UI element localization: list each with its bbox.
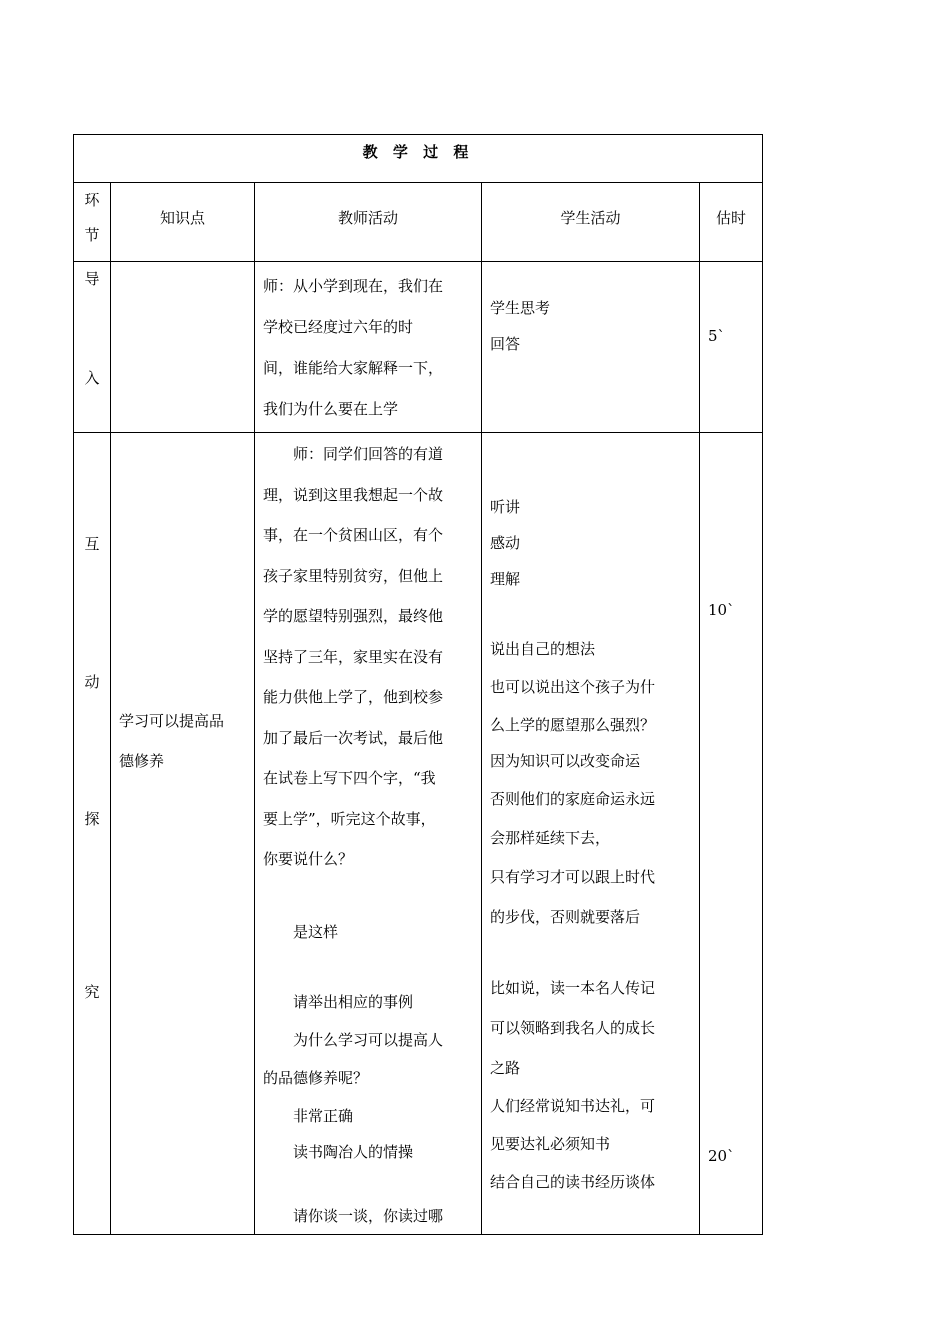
intro-teacher-line: 间，谁能给大家解释一下， — [263, 359, 444, 377]
explore-teacher-line: 理，说到这里我想起一个故 — [263, 485, 444, 504]
explore-stage-char: 究 — [84, 983, 100, 1001]
header-student: 学生活动 — [482, 183, 700, 262]
explore-time-cell — [700, 433, 763, 1235]
explore-teacher-line: 要上学”，听完这个故事， — [263, 809, 436, 828]
explore-teacher-line: 请举出相应的事例 — [293, 992, 414, 1011]
explore-time-1: 10` — [708, 601, 735, 619]
intro-student-line: 学生思考 — [490, 299, 551, 317]
explore-knowledge-line: 德修养 — [119, 752, 165, 770]
explore-teacher-line: 学的愿望特别强烈，最终他 — [263, 607, 444, 625]
explore-stage-char: 互 — [84, 535, 100, 553]
explore-teacher — [255, 433, 482, 1235]
explore-student-line: 人们经常说知书达礼，可 — [490, 1097, 656, 1115]
explore-time-2: 20` — [708, 1147, 735, 1165]
explore-teacher-line: 是这样 — [293, 922, 339, 941]
explore-student-line: 只有学习才可以跟上时代 — [490, 868, 656, 886]
intro-stage — [74, 262, 111, 433]
header-stage-char: 节 — [84, 226, 100, 244]
explore-stage-char: 动 — [84, 673, 100, 691]
explore-student-line: 会那样延续下去， — [490, 829, 611, 847]
teaching-process-table — [73, 134, 763, 1235]
header-teacher: 教师活动 — [255, 183, 482, 262]
explore-student-line: 比如说，读一本名人传记 — [490, 979, 656, 997]
explore-student-line: 听讲 — [490, 498, 521, 516]
intro-teacher-line: 学校已经度过六年的时 — [263, 318, 414, 336]
explore-teacher-line: 读书陶冶人的情操 — [293, 1142, 414, 1161]
table-title: 教 学 过 程 — [362, 143, 474, 161]
intro-student-line: 回答 — [490, 335, 521, 353]
intro-time-cell — [700, 262, 763, 433]
table-title-cell — [74, 135, 763, 183]
explore-student-line: 之路 — [490, 1059, 521, 1077]
explore-teacher-line: 师：同学们回答的有道 — [293, 445, 444, 463]
explore-stage — [74, 433, 111, 1235]
explore-student-line: 么上学的愿望那么强烈？ — [490, 716, 656, 734]
explore-teacher-line: 能力供他上学了，他到校参 — [263, 688, 444, 706]
explore-teacher-line: 为什么学习可以提高人 — [293, 1030, 444, 1049]
explore-teacher-line: 坚持了三年，家里实在没有 — [263, 647, 444, 666]
explore-stage-char: 探 — [84, 810, 100, 828]
explore-student-line: 说出自己的想法 — [490, 640, 596, 658]
explore-student — [482, 433, 700, 1235]
intro-knowledge — [111, 262, 255, 433]
explore-teacher-line: 你要说什么？ — [263, 850, 354, 868]
explore-teacher-line: 事，在一个贫困山区，有个 — [263, 526, 444, 544]
explore-teacher-line: 加了最后一次考试，最后他 — [263, 728, 444, 747]
header-row — [74, 183, 763, 262]
header-stage — [74, 183, 111, 262]
explore-student-line: 感动 — [490, 534, 521, 552]
explore-student-line: 也可以说出这个孩子为什 — [490, 678, 656, 696]
explore-knowledge-line: 学习可以提高品 — [119, 712, 225, 730]
explore-teacher-line: 孩子家里特别贫穷，但他上 — [263, 566, 444, 585]
intro-teacher — [255, 262, 482, 433]
explore-student-line: 见要达礼必须知书 — [490, 1135, 611, 1153]
explore-row — [74, 433, 763, 1235]
intro-row — [74, 262, 763, 433]
explore-student-line: 可以领略到我名人的成长 — [490, 1019, 656, 1037]
intro-time: 5` — [708, 327, 726, 345]
explore-teacher-line: 请你谈一谈，你读过哪 — [293, 1206, 444, 1225]
intro-teacher-line: 我们为什么要在上学 — [263, 400, 399, 418]
intro-stage-char: 入 — [84, 369, 100, 387]
header-knowledge: 知识点 — [111, 183, 255, 262]
explore-student-line: 理解 — [490, 570, 521, 588]
explore-teacher-line: 非常正确 — [293, 1106, 354, 1125]
explore-student-line: 的步伐，否则就要落后 — [490, 908, 641, 926]
explore-knowledge — [111, 433, 255, 1235]
header-time: 估时 — [700, 183, 763, 262]
intro-teacher-line: 师：从小学到现在，我们在 — [263, 277, 444, 295]
intro-stage-char: 导 — [84, 270, 100, 288]
header-stage-char: 环 — [84, 191, 100, 209]
explore-teacher-line: 的品德修养呢？ — [263, 1068, 369, 1087]
explore-student-line: 因为知识可以改变命运 — [490, 752, 641, 770]
explore-teacher-line: 在试卷上写下四个字，“我 — [263, 769, 436, 787]
intro-student — [482, 262, 700, 433]
explore-student-line: 结合自己的读书经历谈体 — [490, 1173, 656, 1191]
explore-student-line: 否则他们的家庭命运永远 — [490, 790, 656, 808]
